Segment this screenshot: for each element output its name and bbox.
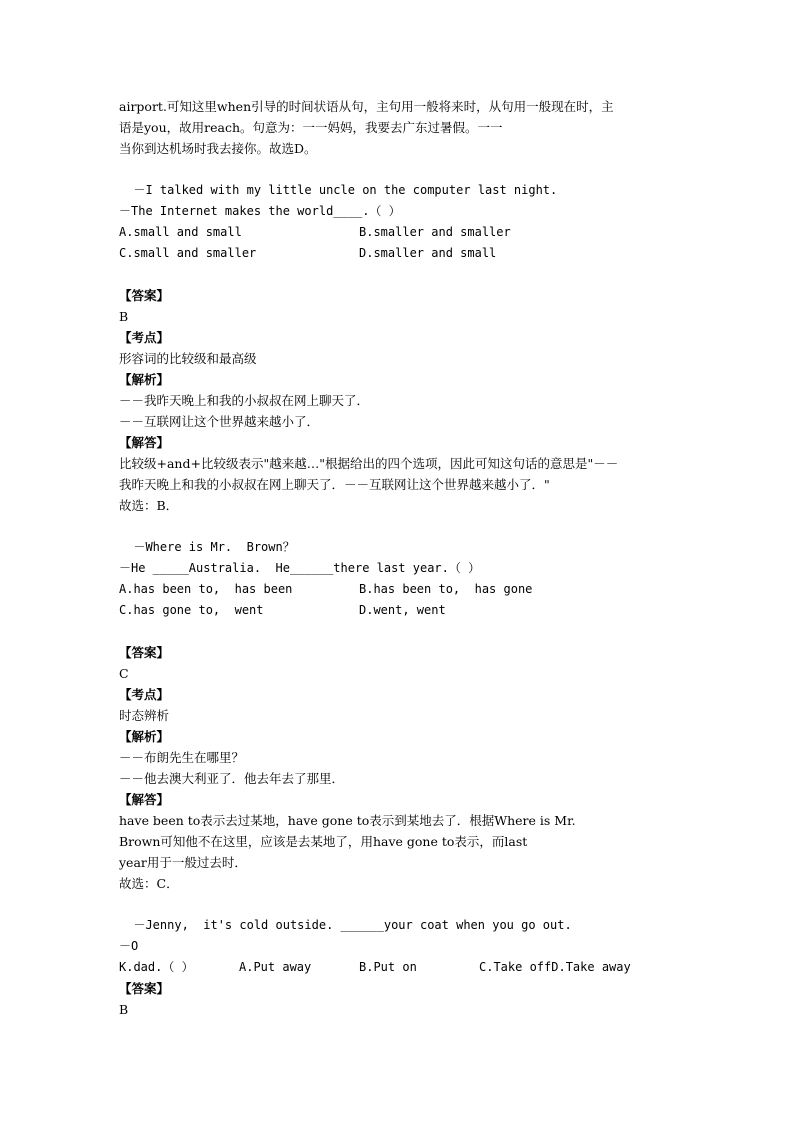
option-a: A.small and small <box>119 225 242 239</box>
question-line: －Where is Mr. Brown？ <box>119 540 295 554</box>
question-line: －O <box>119 939 139 953</box>
jiexi-line: －－布朗先生在哪里？ <box>119 750 245 765</box>
option-d: D.smaller and small <box>359 246 497 260</box>
option-k: K.dad.（ ） <box>119 960 194 974</box>
kaodian-label: 【考点】 <box>119 687 170 702</box>
answer-label: 【答案】 <box>119 981 170 996</box>
jieda-line: 比较级+and+比较级表示"越来越…"根据给出的四个选项，因此可知这句话的意思是"－－ <box>119 456 619 471</box>
answer-value: C <box>119 666 129 681</box>
question-line: －The Internet makes the world____.（ ） <box>119 204 401 218</box>
jieda-label: 【解答】 <box>119 792 170 807</box>
jieda-line: have been to表示去过某地，have gone to表示到某地去了．根据Where is Mr. <box>119 813 576 828</box>
jieda-line: 故选：B． <box>119 498 179 513</box>
jieda-line: Brown可知他不在这里，应该是去某地了，用have gone to表示，而last <box>119 834 528 849</box>
jieda-line: 故选：C． <box>119 876 179 891</box>
option-cd: C.Take offD.Take away <box>479 960 631 974</box>
option-b: B.has been to, has gone <box>359 582 533 596</box>
question-1 <box>119 180 679 516</box>
jiexi-line: －－互联网让这个世界越来越小了． <box>119 414 320 429</box>
question-line: －He _____Australia. He______there last year.（ ） <box>119 561 481 575</box>
options-row <box>119 600 679 621</box>
jiexi-line: －－我昨天晚上和我的小叔叔在网上聊天了． <box>119 393 370 408</box>
question-2 <box>119 537 679 894</box>
answer-value: B <box>119 1002 129 1017</box>
option-c: C.has gone to, went <box>119 603 264 617</box>
options-row <box>119 579 679 600</box>
question-line: －Jenny, it's cold outside. ______your coat when you go out. <box>119 918 572 932</box>
jiexi-line: －－他去澳大利亚了．他去年去了那里． <box>119 771 345 786</box>
text-line: 语是you，故用reach。句意为：一一妈妈，我要去广东过暑假。一一 <box>119 120 503 135</box>
question-3 <box>119 915 679 1020</box>
answer-value: B <box>119 309 129 324</box>
jieda-line: 我昨天晚上和我的小叔叔在网上聊天了．－－互联网让这个世界越来越小了．" <box>119 477 550 492</box>
jieda-label: 【解答】 <box>119 435 170 450</box>
document-page <box>119 96 679 1020</box>
answer-label: 【答案】 <box>119 645 170 660</box>
option-a: A.has been to, has been <box>119 582 293 596</box>
options-row <box>119 243 679 264</box>
kaodian-label: 【考点】 <box>119 330 170 345</box>
question-line: －I talked with my little uncle on the computer last night. <box>119 183 558 197</box>
option-b: B.Put on <box>359 960 417 974</box>
answer-label: 【答案】 <box>119 288 170 303</box>
previous-explanation <box>119 96 679 159</box>
option-c: C.small and smaller <box>119 246 257 260</box>
options-row <box>119 222 679 243</box>
jieda-line: year用于一般过去时． <box>119 855 247 870</box>
jiexi-label: 【解析】 <box>119 729 170 744</box>
option-d: D.went, went <box>359 603 446 617</box>
option-b: B.smaller and smaller <box>359 225 511 239</box>
kaodian-value: 形容词的比较级和最高级 <box>119 351 257 366</box>
options-row <box>119 957 679 978</box>
kaodian-value: 时态辨析 <box>119 708 170 723</box>
option-a: A.Put away <box>239 960 312 974</box>
text-line: 当你到达机场时我去接你。故选D。 <box>119 141 317 156</box>
text-line: airport.可知这里when引导的时间状语从句，主句用一般将来时，从句用一般现在时，主 <box>119 99 614 114</box>
jiexi-label: 【解析】 <box>119 372 170 387</box>
